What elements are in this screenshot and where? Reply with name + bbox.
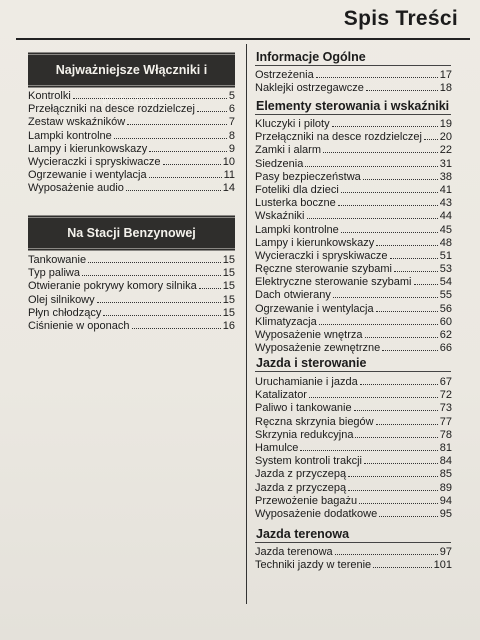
dot-leader (360, 375, 438, 385)
toc-entry-page: 19 (439, 118, 452, 130)
toc-entry-page: 72 (439, 389, 452, 402)
dot-leader (163, 155, 221, 165)
heading-underline (255, 542, 451, 543)
dot-leader (319, 315, 438, 325)
toc-entry-label: Typ paliwa (28, 267, 80, 280)
dot-leader (307, 209, 438, 219)
toc-entry (255, 545, 452, 558)
toc-entry-page: 15 (222, 280, 235, 293)
dot-leader (355, 428, 437, 438)
toc-entry-label: Wyposażenie zewnętrzne (255, 342, 381, 355)
toc-entry (28, 129, 235, 142)
toc-entry-label: Kontrolki (28, 90, 71, 102)
right-section-general (255, 50, 452, 69)
toc-entry-page: 15 (222, 306, 235, 319)
toc-entry-label: Wyposażenie dodatkowe (255, 507, 378, 520)
toc-entry-page: 44 (439, 210, 452, 223)
toc-entry (255, 68, 452, 81)
toc-entry (28, 253, 235, 266)
dot-leader (127, 115, 227, 125)
toc-entry-label: Przełączniki na desce rozdzielczej (255, 131, 422, 144)
dot-leader (88, 253, 221, 263)
toc-entry-page: 94 (439, 494, 452, 507)
toc-entry-page: 8 (228, 129, 235, 142)
dot-leader (97, 293, 221, 303)
title-rule (16, 38, 470, 40)
toc-entry (255, 170, 452, 183)
dot-leader (341, 183, 438, 193)
toc-list (255, 375, 452, 520)
toc-entry (255, 81, 452, 94)
right-section-controls (255, 99, 452, 118)
toc-list (28, 89, 235, 195)
dot-leader (376, 236, 438, 246)
toc-entry (255, 315, 452, 328)
toc-entry-page: 15 (222, 267, 235, 280)
toc-entry-label: Hamulce (255, 441, 299, 454)
toc-entry-page: 15 (222, 293, 235, 306)
toc-entry-page: 84 (439, 455, 452, 468)
toc-entry-label: Jazda z przyczepą (255, 468, 347, 481)
toc-entry-page: 67 (439, 376, 452, 388)
section-heading: Jazda terenowa (256, 527, 350, 541)
toc-entry (255, 507, 452, 520)
dot-leader (73, 89, 227, 99)
toc-entry-page: 9 (228, 142, 235, 155)
toc-entry (255, 428, 452, 441)
toc-entry (28, 142, 235, 155)
section-heading: Jazda i sterowanie (256, 356, 367, 370)
dot-leader (335, 545, 438, 555)
toc-entry-page: 45 (439, 223, 452, 236)
toc-entry (28, 168, 235, 181)
toc-entry (28, 319, 235, 332)
toc-entry (28, 102, 235, 115)
toc-entry-label: Wyposażenie wnętrza (255, 329, 363, 341)
toc-entry-page: 16 (222, 319, 235, 332)
toc-entry-page: 15 (222, 254, 235, 266)
dot-leader (365, 328, 438, 338)
toc-entry (255, 481, 452, 494)
toc-entry-label: Wyposażenie audio (28, 182, 124, 195)
toc-entry-label: Uruchamianie i jazda (255, 376, 358, 388)
toc-entry-label: Olej silnikowy (28, 293, 95, 306)
toc-entry-page: 51 (439, 249, 452, 262)
toc-entry-page: 54 (439, 276, 452, 289)
toc-list (255, 545, 452, 571)
toc-entry (255, 441, 452, 454)
toc-entry (28, 115, 235, 128)
toc-entry-label: Lampki kontrolne (28, 129, 112, 142)
toc-entry-label: Wskaźniki (255, 210, 305, 223)
toc-entry (28, 306, 235, 319)
toc-entry (28, 181, 235, 194)
dot-leader (103, 306, 220, 316)
dot-leader (390, 249, 438, 259)
dot-leader (149, 142, 227, 152)
toc-entry (255, 454, 452, 467)
toc-entry (255, 223, 452, 236)
section-heading: Elementy sterowania i wskaźniki (256, 99, 450, 113)
toc-entry (255, 130, 452, 143)
toc-entry-page: 77 (439, 415, 452, 428)
dot-leader (149, 168, 222, 178)
toc-entry (255, 143, 452, 156)
toc-entry-page: 85 (439, 468, 452, 481)
toc-entry-label: Ogrzewanie i wentylacja (255, 302, 374, 315)
dot-leader (376, 415, 438, 425)
heading-underline (255, 65, 451, 66)
dot-leader (341, 223, 438, 233)
toc-entry-page: 22 (439, 144, 452, 157)
toc-entry-label: Pasy bezpieczeństwa (255, 170, 361, 183)
dot-leader (333, 288, 438, 298)
right-section-driving (255, 356, 452, 375)
toc-entry-label: Jazda z przyczepą (255, 481, 347, 494)
toc-entry (255, 117, 452, 130)
dot-leader (379, 507, 438, 517)
toc-entry-label: System kontroli trakcji (255, 455, 362, 468)
toc-entry-label: Dach otwierany (255, 289, 331, 302)
toc-entry (255, 275, 452, 288)
toc-entry (255, 288, 452, 301)
toc-entry-page: 95 (439, 507, 452, 520)
toc-entry-page: 10 (222, 155, 235, 168)
toc-entry-label: Techniki jazdy w terenie (255, 559, 372, 572)
right-section-offroad (255, 527, 452, 546)
dot-leader (316, 68, 438, 78)
toc-entry-label: Ostrzeżenia (255, 69, 314, 81)
toc-entry-page: 97 (439, 546, 452, 558)
toc-entry-label: Płyn chłodzący (28, 306, 102, 319)
toc-entry-page: 55 (439, 289, 452, 302)
dot-leader (197, 102, 227, 112)
dot-leader (309, 388, 438, 398)
toc-entry-page: 56 (439, 302, 452, 315)
toc-entry-page: 5 (228, 90, 235, 102)
section-heading: Informacje Ogólne (256, 50, 366, 64)
dot-leader (359, 494, 438, 504)
toc-entry (28, 293, 235, 306)
toc-entry-label: Otwieranie pokrywy komory silnika (28, 280, 197, 293)
toc-entry (255, 262, 452, 275)
toc-entry-label: Ręczne sterowanie szybami (255, 263, 392, 276)
column-divider (246, 44, 247, 604)
toc-entry-label: Lampy i kierunkowskazy (255, 236, 375, 249)
dot-leader (424, 130, 438, 140)
toc-entry (255, 183, 452, 196)
toc-entry (255, 249, 452, 262)
dot-leader (348, 467, 438, 477)
toc-entry-page: 20 (439, 131, 452, 144)
heading-underline (255, 114, 451, 115)
toc-entry-label: Ręczna skrzynia biegów (255, 415, 374, 428)
dot-leader (132, 319, 221, 329)
dot-leader (82, 266, 221, 276)
toc-list (255, 68, 452, 94)
dot-leader (114, 129, 227, 139)
toc-entry-label: Tankowanie (28, 254, 87, 266)
dot-leader (354, 401, 438, 411)
toc-entry (255, 157, 452, 170)
toc-entry-page: 6 (228, 103, 235, 116)
toc-entry-page: 38 (439, 170, 452, 183)
toc-entry (255, 209, 452, 222)
toc-entry-page: 66 (439, 342, 452, 355)
toc-entry-label: Skrzynia redukcyjna (255, 428, 354, 441)
toc-entry-page: 7 (228, 116, 235, 129)
toc-entry-label: Foteliki dla dzieci (255, 183, 339, 196)
toc-entry (255, 236, 452, 249)
toc-entry-label: Przełączniki na desce rozdzielczej (28, 103, 195, 116)
toc-entry (255, 196, 452, 209)
toc-entry (255, 302, 452, 315)
toc-list (28, 253, 235, 332)
toc-entry-label: Zestaw wskaźników (28, 116, 126, 129)
section-heading: Na Stacji Benzynowej (28, 215, 235, 251)
toc-entry-label: Lampki kontrolne (255, 223, 339, 236)
toc-entry (255, 341, 452, 354)
toc-entry-label: Ogrzewanie i wentylacja (28, 169, 147, 182)
toc-entry-label: Naklejki ostrzegawcze (255, 82, 364, 95)
dot-leader (126, 181, 221, 191)
toc-entry-label: Elektryczne sterowanie szybami (255, 276, 412, 289)
toc-entry-page: 81 (439, 441, 452, 454)
toc-entry-page: 17 (439, 69, 452, 81)
toc-entry-page: 14 (222, 182, 235, 195)
dot-leader (363, 170, 438, 180)
dot-leader (323, 143, 438, 153)
toc-entry (255, 467, 452, 480)
toc-entry-label: Jazda terenowa (255, 546, 333, 558)
toc-entry-label: Zamki i alarm (255, 144, 322, 157)
toc-entry-page: 101 (433, 559, 452, 572)
dot-leader (332, 117, 438, 127)
toc-entry (28, 279, 235, 292)
toc-entry-label: Przewożenie bagażu (255, 494, 358, 507)
toc-entry-label: Wycieraczki i spryskiwacze (28, 155, 161, 168)
toc-entry-label: Wycieraczki i spryskiwacze (255, 249, 388, 262)
toc-entry (255, 401, 452, 414)
toc-entry-label: Paliwo i tankowanie (255, 402, 352, 415)
section-heading: Najważniejsze Włączniki i Wskaźniki (28, 52, 235, 88)
toc-entry-page: 31 (439, 157, 452, 170)
toc-entry-page: 53 (439, 263, 452, 276)
dot-leader (414, 275, 438, 285)
left-section-station (28, 215, 235, 251)
toc-entry-label: Siedzenia (255, 157, 304, 170)
heading-underline (255, 371, 451, 372)
toc-entry (255, 375, 452, 388)
toc-entry-page: 43 (439, 197, 452, 210)
dot-leader (338, 196, 438, 206)
dot-leader (305, 157, 437, 167)
dot-leader (199, 279, 221, 289)
dot-leader (364, 454, 438, 464)
toc-entry (28, 89, 235, 102)
toc-entry-label: Ciśnienie w oponach (28, 319, 130, 332)
toc-entry-page: 48 (439, 236, 452, 249)
toc-entry-page: 60 (439, 315, 452, 328)
toc-entry-label: Lusterka boczne (255, 197, 336, 210)
dot-leader (373, 558, 431, 568)
toc-entry (255, 415, 452, 428)
dot-leader (394, 262, 438, 272)
toc-entry (28, 155, 235, 168)
toc-list (255, 117, 452, 354)
toc-entry (255, 558, 452, 571)
dot-leader (348, 481, 438, 491)
dot-leader (366, 81, 438, 91)
toc-entry-page: 18 (439, 82, 452, 95)
toc-entry-label: Kluczyki i piloty (255, 118, 330, 130)
toc-entry-page: 62 (439, 329, 452, 341)
dot-leader (382, 341, 438, 351)
toc-entry-page: 11 (223, 169, 235, 182)
toc-entry (28, 266, 235, 279)
dot-leader (300, 441, 437, 451)
toc-entry-label: Katalizator (255, 389, 307, 402)
toc-entry-page: 41 (439, 183, 452, 196)
page-title: Spis Treści (343, 7, 458, 30)
toc-entry (255, 328, 452, 341)
toc-entry-label: Klimatyzacja (255, 315, 317, 328)
toc-entry-page: 78 (439, 428, 452, 441)
dot-leader (376, 302, 438, 312)
toc-entry-page: 89 (439, 481, 452, 494)
toc-entry (255, 494, 452, 507)
toc-entry (255, 388, 452, 401)
toc-entry-page: 73 (439, 402, 452, 415)
toc-entry-label: Lampy i kierunkowskazy (28, 142, 148, 155)
